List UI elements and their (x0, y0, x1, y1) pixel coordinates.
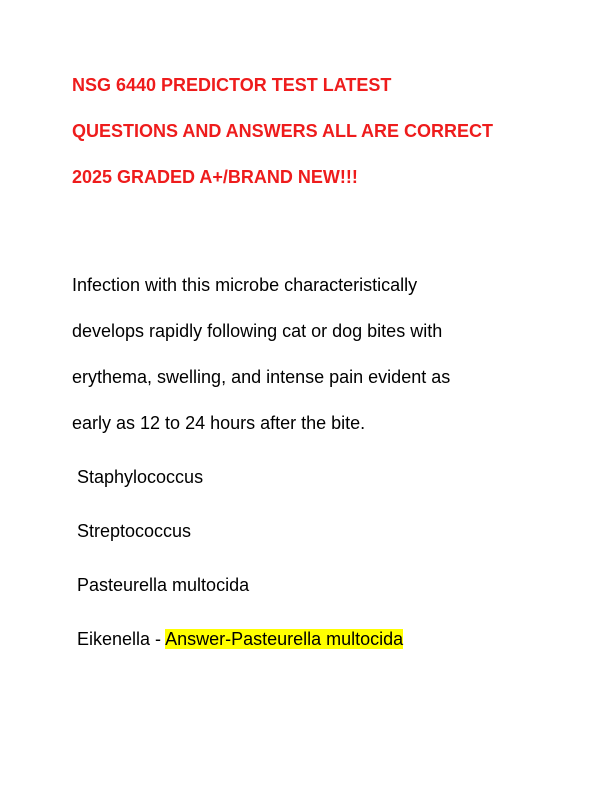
question-line-4: early as 12 to 24 hours after the bite. (72, 413, 366, 433)
question-line-1: Infection with this microbe characteristically (72, 275, 418, 295)
answer-highlight: Answer-Pasteurella multocida (165, 629, 404, 649)
option-4: Eikenella - (77, 629, 166, 649)
title-line-3: 2025 GRADED A+/BRAND NEW!!! (72, 167, 358, 187)
option-3: Pasteurella multocida (77, 575, 250, 595)
title-line-2: QUESTIONS AND ANSWERS ALL ARE CORRECT (72, 121, 494, 141)
question-line-2: develops rapidly following cat or dog bites with (72, 321, 443, 341)
question-line-3: erythema, swelling, and intense pain evident as (72, 367, 451, 387)
option-1: Staphylococcus (77, 467, 204, 487)
title-line-1: NSG 6440 PREDICTOR TEST LATEST (72, 75, 392, 95)
option-2: Streptococcus (77, 521, 192, 541)
option-4-with-answer (77, 628, 403, 650)
